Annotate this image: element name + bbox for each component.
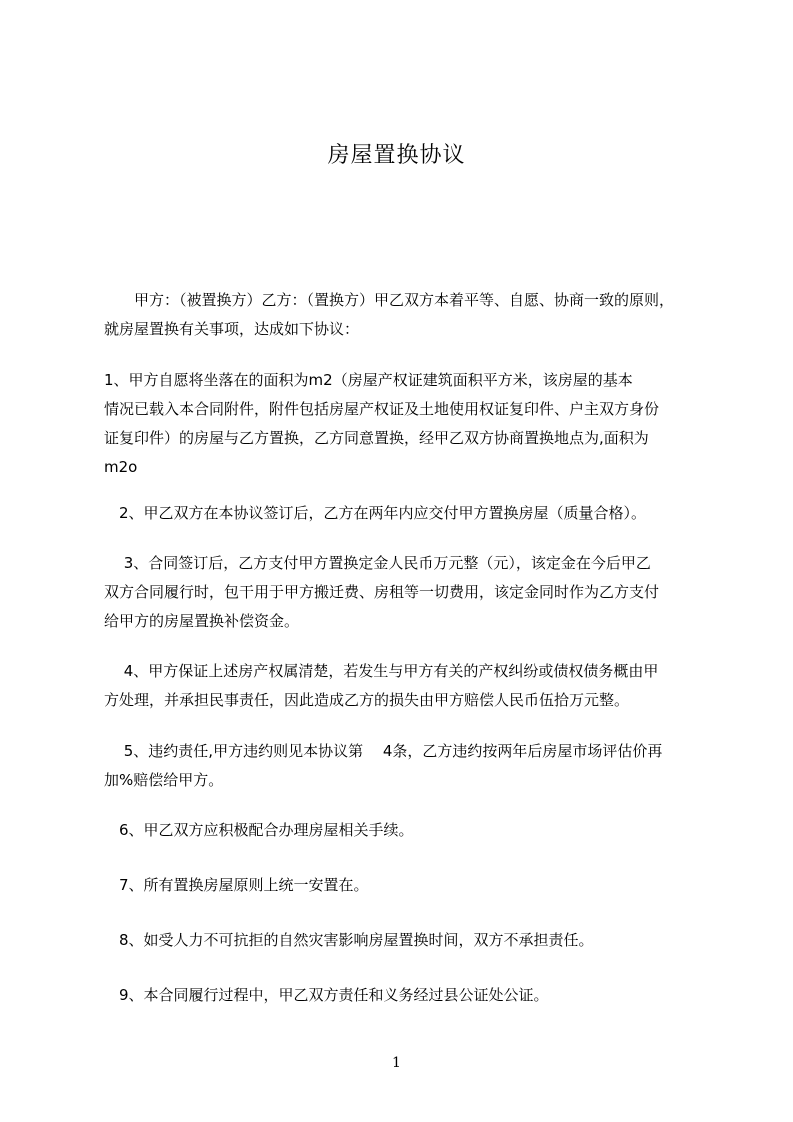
clause-2 <box>104 499 724 528</box>
text-line: 1、甲方自愿将坐落在的面积为m2（房屋产权证建筑面积平方米，该房屋的基本 <box>104 371 633 389</box>
clause-4 <box>104 657 724 715</box>
clause-6 <box>104 816 724 845</box>
text-line: 方处理，并承担民事责任，因此造成乙方的损失由甲方赔偿人民币伍拾万元整。 <box>104 691 630 709</box>
text-line: 9、本合同履行过程中，甲乙双方责任和义务经过县公证处公证。 <box>104 986 549 1004</box>
clause-8 <box>104 926 724 955</box>
text-line: 甲方：（被置换方）乙方：（置换方）甲乙双方本着平等、自愿、协商一致的原则， <box>104 291 675 309</box>
page-number: 1 <box>392 1055 401 1071</box>
clause-3 <box>104 549 724 636</box>
clause-9 <box>104 981 724 1010</box>
text-line: 证复印件）的房屋与乙方置换，乙方同意置换，经甲乙双方协商置换地点为,面积为 <box>104 429 649 447</box>
text-line: m2o <box>104 458 138 476</box>
document-title: 房屋置换协议 <box>327 143 466 168</box>
text-line: 给甲方的房屋置换补偿资金。 <box>104 612 300 630</box>
intro-paragraph <box>104 286 724 344</box>
text-line: 5、违约责任,甲方违约则见本协议第 4条，乙方违约按两年后房屋市场评估价再 <box>104 742 663 760</box>
text-line: 双方合同履行时，包干用于甲方搬迁费、房租等一切费用，该定金同时作为乙方支付 <box>104 583 660 601</box>
clause-1 <box>104 366 724 482</box>
text-line: 就房屋置换有关事项，达成如下协议： <box>104 320 360 338</box>
text-line: 加%赔偿给甲方。 <box>104 771 224 789</box>
clause-5 <box>104 737 724 795</box>
text-line: 8、如受人力不可抗拒的自然灾害影响房屋置换时间，双方不承担责任。 <box>104 931 594 949</box>
text-line: 2、甲乙双方在本协议签订后，乙方在两年内应交付甲方置换房屋（质量合格）。 <box>104 504 647 522</box>
text-line: 7、所有置换房屋原则上统一安置在。 <box>104 876 369 894</box>
text-line: 情况已载入本合同附件，附件包括房屋产权证及土地使用权证复印件、户主双方身份 <box>104 400 660 418</box>
text-line: 4、甲方保证上述房产权属清楚，若发生与甲方有关的产权纠纷或债权债务概由甲 <box>104 662 659 680</box>
text-line: 6、甲乙双方应积极配合办理房屋相关手续。 <box>104 821 414 839</box>
text-line: 3、合同签订后，乙方支付甲方置换定金人民币万元整（元），该定金在今后甲乙 <box>104 554 651 572</box>
clause-7 <box>104 871 724 900</box>
